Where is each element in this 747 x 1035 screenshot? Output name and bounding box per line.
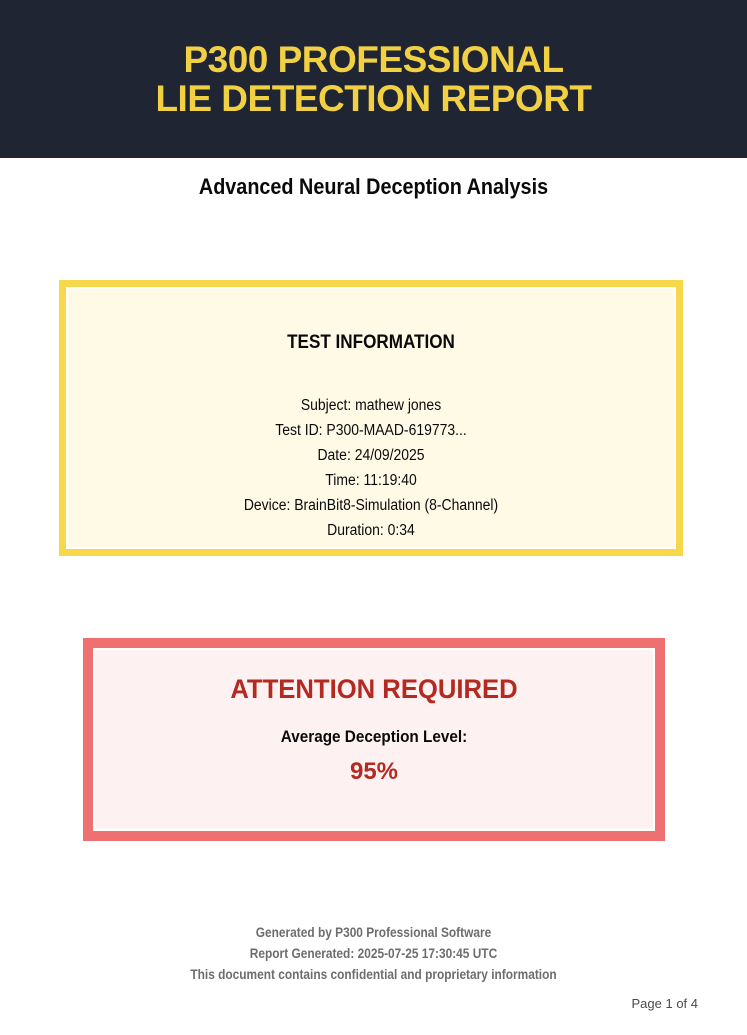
test-information-panel — [59, 280, 683, 556]
report-subtitle: Advanced Neural Deception Analysis — [198, 174, 549, 199]
attention-required-heading: ATTENTION REQUIRED — [230, 674, 518, 704]
deception-level-label: Average Deception Level: — [280, 727, 468, 746]
test-info-duration: Duration: 0:34 — [327, 522, 415, 539]
footer-report-generated-timestamp: Report Generated: 2025-07-25 17:30:45 UTC — [249, 945, 498, 961]
test-info-subject: Subject: mathew jones — [300, 397, 442, 414]
footer-confidentiality-notice: This document contains confidential and proprietary information — [190, 966, 557, 982]
report-footer — [0, 922, 747, 985]
test-info-date: Date: 24/09/2025 — [317, 447, 425, 464]
test-info-time: Time: 11:19:40 — [325, 472, 417, 489]
report-title-line-1: P300 PROFESSIONAL — [183, 39, 564, 80]
test-information-fields — [66, 393, 676, 543]
report-title-line-2: LIE DETECTION REPORT — [155, 78, 592, 119]
deception-level-value: 95% — [349, 758, 399, 785]
page-number: Page 1 of 4 — [631, 996, 698, 1011]
test-info-test-id: Test ID: P300-MAAD-619773... — [275, 422, 467, 439]
attention-required-panel — [83, 638, 665, 841]
test-info-device: Device: BrainBit8-Simulation (8-Channel) — [243, 497, 499, 514]
footer-generated-by: Generated by P300 Professional Software — [255, 924, 492, 940]
report-header-band — [0, 0, 747, 158]
test-information-heading: TEST INFORMATION — [287, 332, 455, 353]
